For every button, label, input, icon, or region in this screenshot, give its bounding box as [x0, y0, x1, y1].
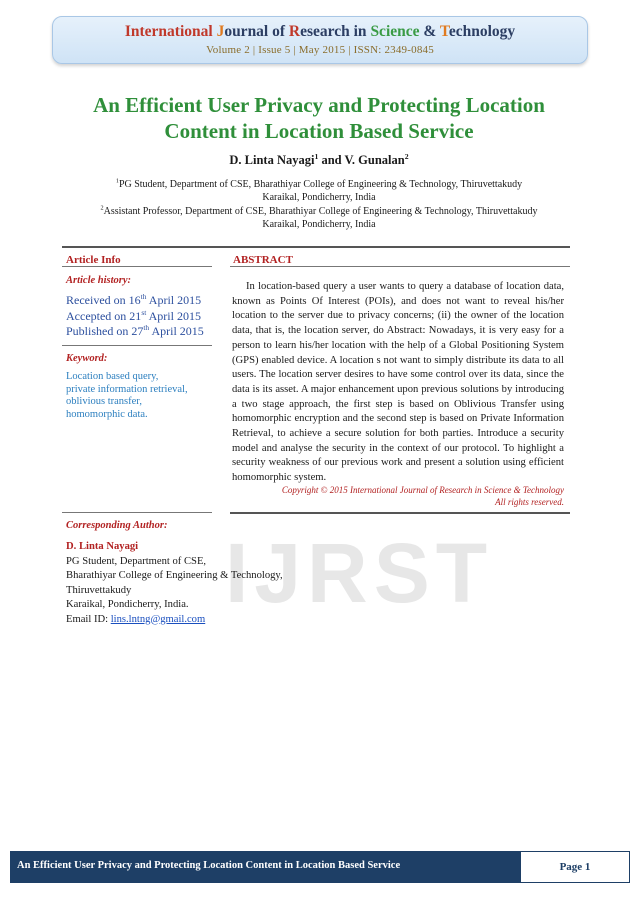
affil-text: PG Student, Department of CSE, Bharathiyar College of Engineering & Technology, Thiruvettakudy: [118, 179, 523, 190]
affiliation-2: [60, 205, 578, 231]
copyright-line: All rights reserved.: [495, 496, 564, 507]
journal-title: [53, 23, 587, 41]
affil-mark: 1: [115, 177, 119, 185]
footer-title: An Efficient User Privacy and Protecting Location Content in Location Based Service: [17, 860, 401, 871]
copyright-notice: [282, 485, 564, 508]
divider: [230, 266, 570, 267]
journal-title-part: Science: [370, 23, 420, 40]
date-text: Accepted on 21: [66, 308, 142, 323]
journal-title-part: International: [124, 23, 217, 40]
corr-line: Karaikal, Pondicherry, India.: [66, 599, 189, 610]
journal-title-part: T: [439, 23, 449, 40]
article-history-heading: Article history:: [66, 275, 132, 286]
author-name: D. Linta Nayagi: [229, 153, 315, 167]
author-affil-mark: 2: [404, 151, 409, 161]
corresponding-heading: Corresponding Author:: [66, 520, 168, 531]
date-sup: th: [140, 292, 147, 301]
affil-text: Karaikal, Pondicherry, India: [262, 219, 376, 230]
paper-title: [40, 92, 598, 144]
corr-line: Bharathiyar College of Engineering & Technology,: [66, 570, 283, 581]
affil-mark: 2: [100, 204, 104, 212]
journal-title-part: J: [216, 23, 225, 40]
divider: [62, 266, 212, 267]
paper-title-line: An Efficient User Privacy and Protecting Location: [93, 93, 545, 117]
date-text: April 2015: [149, 324, 204, 338]
keyword-heading: Keyword:: [66, 353, 108, 364]
journal-banner: [52, 16, 588, 64]
abstract-heading: ABSTRACT: [233, 254, 293, 266]
corresponding-author: [66, 540, 283, 627]
published-date: [66, 324, 204, 340]
email-line: [66, 613, 283, 628]
journal-volume-info: Volume 2 | Issue 5 | May 2015 | ISSN: 2349-0845: [206, 44, 434, 56]
divider: [62, 345, 212, 346]
journal-title-part: echnology: [448, 23, 516, 40]
page-footer: [10, 851, 630, 883]
paper-title-line: Content in Location Based Service: [164, 119, 474, 143]
watermark-logo: IJRST: [225, 526, 494, 620]
email-link[interactable]: lins.lntng@gmail.com: [110, 613, 206, 625]
divider: [62, 246, 570, 248]
article-info-heading: Article Info: [66, 254, 121, 266]
author-affil-mark: 1: [314, 151, 319, 161]
affil-text: Assistant Professor, Department of CSE, Bharathiyar College of Engineering & Technology, Thiruvettakudy: [103, 206, 538, 217]
journal-title-part: R: [288, 23, 301, 40]
affiliation-1: [60, 178, 578, 204]
divider: [62, 512, 212, 513]
date-text: April 2015: [146, 293, 202, 307]
keyword: private information retrieval,: [66, 383, 188, 395]
date-text: April 2015: [146, 308, 201, 323]
author-list: [0, 153, 638, 168]
corresponding-name: D. Linta Nayagi: [66, 541, 139, 552]
page-number: Page 1: [519, 852, 629, 882]
keyword: oblivious transfer,: [66, 396, 142, 407]
journal-title-part: &: [419, 23, 440, 40]
copyright-line: Copyright © 2015 International Journal of Research in Science & Technology: [281, 485, 564, 495]
keyword: Location based query,: [66, 371, 159, 382]
divider: [230, 512, 570, 514]
abstract-text: In location-based query a user wants to query a database of location data, known as Points Of Interest (POIs), and does not want to reveal his/her location to the server due to privacy concerns; (ii) the owner of the location data, that is, the location server, do Abstract: Nowadays, it is very easy for a person to learn his/her location with the help of a Global Positioning System (GPS) enabled device. A location s not want to simply distribute its data to all users. The location server desires to have some control over its data, since the data is its asset. A major enhancement upon previous solutions by introducing a two stage approach, the first step is based on Oblivious Transfer using homomorphic encryption and the second step is based on Private Information Retrieval, to achieve a secure solution for both parties. Introduce a security model and analyse the security in the context of our protocol. To highlight a security weakness of our previous work and present a solution using efficient homomorphic system.: [232, 281, 564, 484]
corr-line: PG Student, Department of CSE,: [66, 555, 207, 567]
author-name: and V. Gunalan: [318, 153, 405, 167]
keyword-list: [66, 371, 188, 421]
journal-title-part: esearch in: [300, 23, 371, 40]
article-history: [66, 293, 204, 340]
journal-title-part: ournal of: [224, 23, 289, 40]
date-sup: st: [141, 307, 147, 317]
received-date: [66, 293, 204, 309]
accepted-date: [66, 309, 204, 325]
date-text: Received on 16: [66, 293, 141, 307]
affil-text: Karaikal, Pondicherry, India: [262, 192, 376, 203]
date-text: Published on 27: [66, 324, 144, 338]
corr-line: Thiruvettakudy: [66, 584, 132, 596]
email-label: Email ID:: [66, 613, 111, 625]
keyword: homomorphic data.: [66, 408, 148, 420]
date-sup: th: [143, 323, 150, 332]
